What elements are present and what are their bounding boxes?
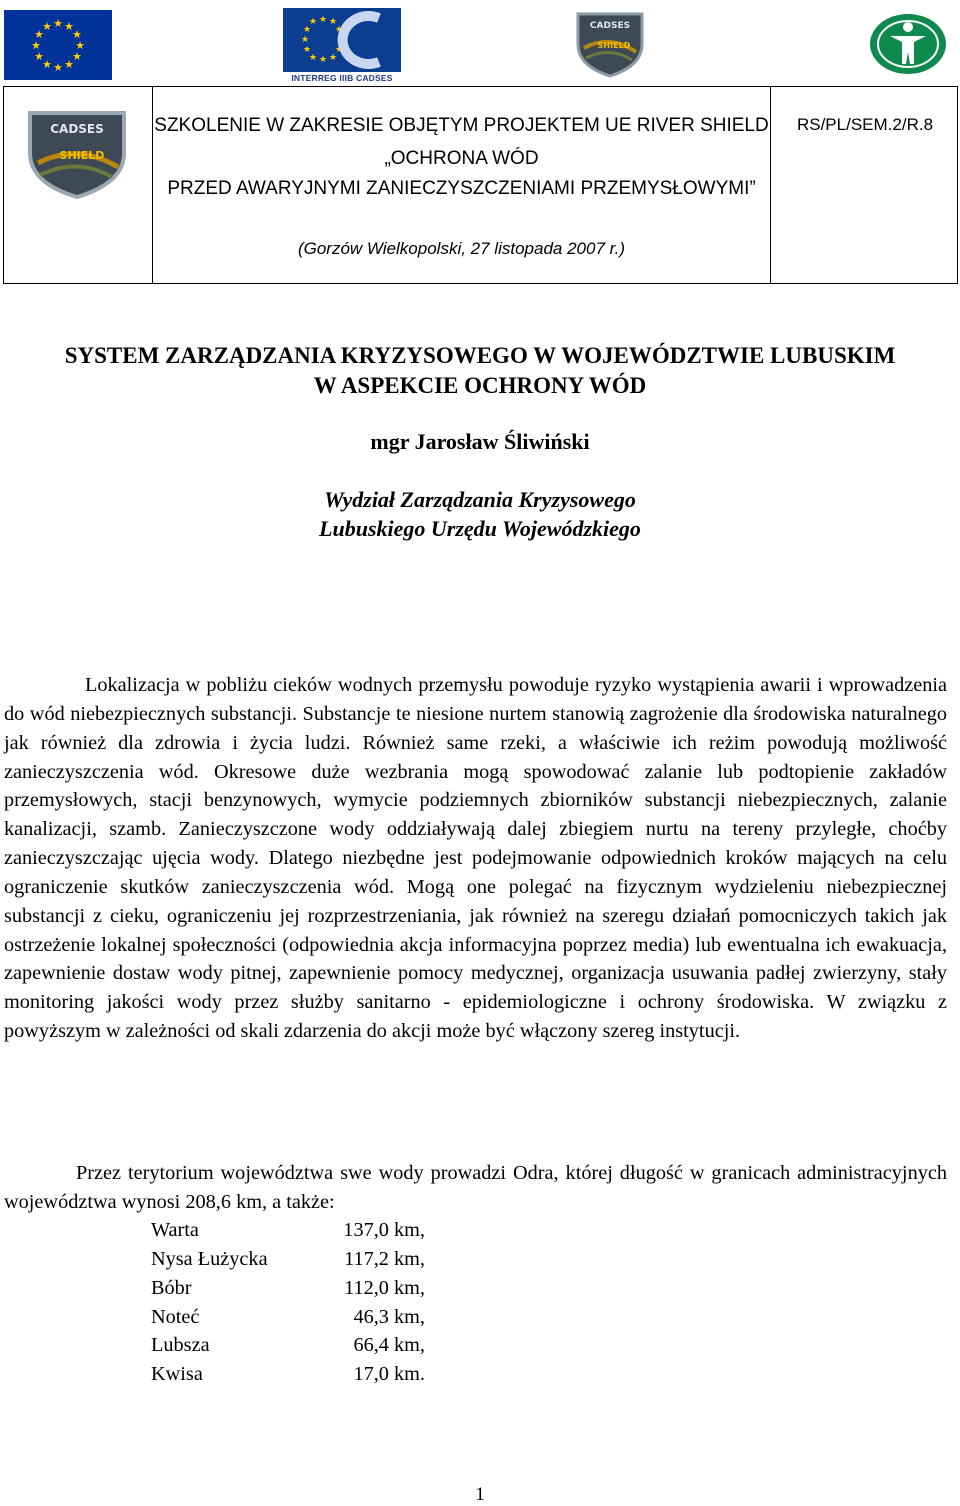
shield-logo-text: SHIELD [59, 149, 105, 162]
document-title-line1: SYSTEM ZARZĄDZANIA KRYZYSOWEGO W WOJEWÓDZTWIE LUBUSKIM [64, 343, 896, 368]
cadses-shield-logo-small [570, 8, 650, 78]
river-length: 46,3 km, [353, 1305, 425, 1328]
svg-text:★: ★ [300, 35, 310, 45]
svg-text:★: ★ [53, 17, 63, 30]
page-number: 1 [475, 1484, 485, 1505]
river-row [151, 1303, 425, 1332]
affiliation-line1: Wydział Zarządzania Kryzysowego [324, 487, 636, 512]
svg-text:★: ★ [34, 28, 44, 41]
svg-text:★: ★ [318, 55, 328, 65]
shield-logo-text: SHIELD [597, 41, 631, 50]
river-length: 137,0 km, [343, 1219, 425, 1241]
river-list [151, 1216, 425, 1389]
svg-text:★: ★ [308, 17, 318, 27]
seminar-title-line3: PRZED AWARYJNYMI ZANIECZYSZCZENIAMI PRZEMYSŁOWYMI” [167, 178, 756, 199]
svg-text:★: ★ [334, 25, 344, 35]
river-row [151, 1216, 425, 1245]
svg-text:★: ★ [72, 50, 82, 63]
river-length: 17,0 km. [353, 1363, 425, 1386]
river-row [151, 1331, 425, 1360]
cadses-logo-text: CADSES [589, 21, 631, 31]
interreg-caption: INTERREG IIIB CADSES [291, 73, 393, 83]
river-row [151, 1360, 425, 1389]
cadses-logo-text: CADSES [50, 122, 104, 136]
seminar-title-line2: „OCHRONA WÓD [384, 148, 539, 169]
cadses-shield-logo [22, 107, 132, 199]
river-length: 112,0 km, [344, 1276, 425, 1299]
svg-text:★: ★ [64, 20, 74, 33]
document-title-line2: W ASPEKCIE OCHRONY WÓD [313, 373, 647, 398]
svg-text:★: ★ [42, 20, 52, 33]
svg-text:★: ★ [53, 61, 63, 74]
river-name: Nysa Łużycka [151, 1247, 268, 1270]
eu-flag-logo [4, 10, 112, 80]
seminar-title-line1: SZKOLENIE W ZAKRESIE OBJĘTYM PROJEKTEM UE RIVER SHIELD [154, 115, 769, 136]
svg-text:★: ★ [75, 39, 85, 52]
seminar-date: (Gorzów Wielkopolski, 27 listopada 2007 r.) [297, 239, 626, 258]
svg-text:★: ★ [64, 58, 74, 71]
river-name: Noteć [151, 1305, 200, 1328]
river-name: Kwisa [151, 1363, 203, 1386]
river-length: 117,2 km, [344, 1247, 425, 1270]
affiliation-line2: Lubuskiego Urzędu Wojewódzkiego [319, 516, 641, 541]
green-person-logo [868, 12, 948, 76]
document-reference: RS/PL/SEM.2/R.8 [796, 115, 934, 134]
body-paragraph: Lokalizacja w pobliżu cieków wodnych przemysłu powoduje ryzyko wystąpienia awarii i wprowadzenia do wód niebezpiecznych substancji. Substancje te niesione nurtem stanowią zagrożenie dla środowiska naturalnego jak również dla zdrowia i życia ludzi. Również same rzeki, a właściwie ich reżim powodują możliwość zanieczyszczenia wód. Okresowe duże wezbrania mogą spowodować zalanie lub podtopienie zakładów przemysłowych, stacji benzynowych, wymycie podziemnych zbiorników substancji niebezpiecznych, zalanie kanalizacji, szamb. Zanieczyszczone wody oddziaływają dalej zbiegiem nurtu na tereny przyległe, choćby zanieczyszczając ujęcia wody. Dlatego niezbędne jest podejmowanie odpowiednich kroków mających na celu ograniczenie skutków zanieczyszczenia wód. Mogą one polegać na fizycznym wydzieleniu niebezpiecznej substancji z cieku, ograniczeniu jej rozprzestrzeniania, jak również na szeregu działań pomocniczych takich jak ostrzeżenie lokalnej społeczności (odpowiednia akcja informacyjna poprzez media) lub ewentualna ich ewakuacja, zapewnienie dostaw wody pitnej, zapewnienie pomocy medycznej, organizacja usuwania padłej zwierzyny, stały monitoring jakości wody przez służby sanitarno - epidemiologiczne i ochrony środowiska. W związku z powyższym w zależności od skali zdarzenia do akcji może być włączony szereg instytucji. [4, 674, 947, 1043]
svg-text:★: ★ [31, 39, 41, 52]
header-center [153, 87, 770, 283]
interreg-flag-icon [283, 8, 401, 72]
river-name: Bóbr [151, 1276, 192, 1299]
svg-text:★: ★ [302, 25, 312, 35]
svg-text:★: ★ [302, 45, 312, 55]
river-row [151, 1274, 425, 1303]
interreg-logo [283, 8, 401, 84]
author-name: mgr Jarosław Śliwiński [370, 429, 590, 454]
river-name: Lubsza [151, 1334, 210, 1357]
svg-text:★: ★ [34, 50, 44, 63]
svg-text:★: ★ [308, 53, 318, 63]
svg-text:★: ★ [318, 15, 328, 25]
svg-text:★: ★ [72, 28, 82, 41]
river-row [151, 1245, 425, 1274]
svg-text:★: ★ [334, 45, 344, 55]
body-paragraph: Przez terytorium województwa swe wody prowadzi Odra, której długość w granicach administracyjnych województwa wynosi 208,6 km, a także: [4, 1162, 947, 1213]
svg-text:★: ★ [42, 58, 52, 71]
eu-stars-icon [4, 10, 112, 80]
svg-text:★: ★ [328, 17, 338, 27]
svg-text:★: ★ [336, 35, 346, 45]
svg-text:★: ★ [328, 53, 338, 63]
river-length: 66,4 km, [353, 1334, 425, 1357]
seminar-header-box [3, 86, 958, 284]
river-name: Warta [151, 1219, 199, 1241]
